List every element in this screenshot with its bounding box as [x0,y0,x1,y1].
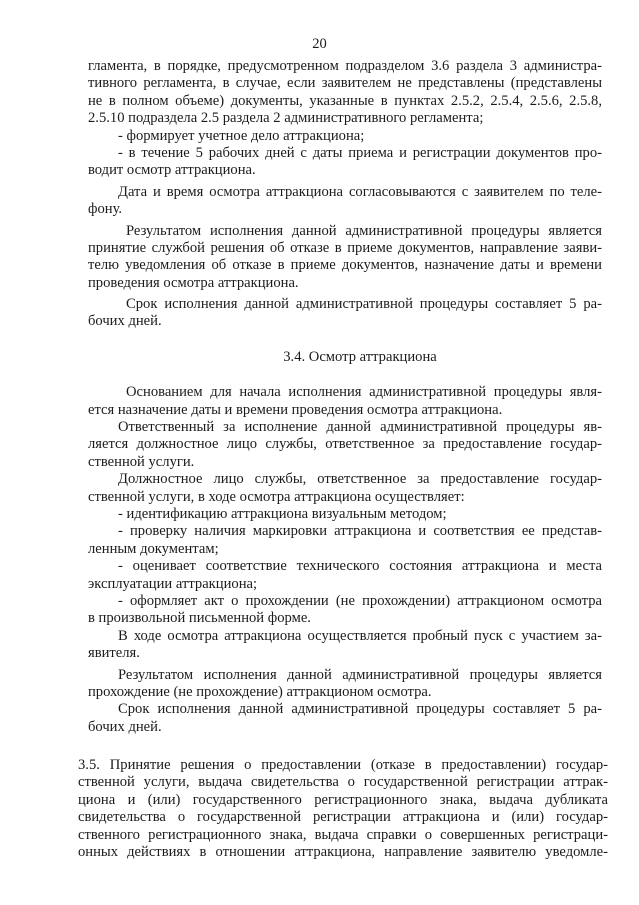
text-line: водит осмотр аттракциона. [88,162,256,179]
text-line: не в полном объеме) документы, указанные в пунктах 2.5.2, 2.5.4, 2.5.6, 2.5.8, [88,92,602,109]
text-line: принятие службой решения об отказе в приеме документов, направление заяви- [88,239,602,256]
text-line: свидетельства о государственной регистрации аттракциона и (или) государ- [78,809,608,826]
list-item-act [88,593,602,628]
paragraph-regulation-continued [88,58,602,128]
section-3-5-paragraph [78,757,608,861]
document-body [78,58,608,861]
page-number: 20 [312,36,327,52]
text-line: - в течение 5 рабочих дней с даты приема и регистрации документов про- [118,144,602,161]
text-line: 2.5.10 подраздела 2.5 раздела 2 административного регламента; [88,110,484,127]
section-heading-3-4: 3.4. Осмотр аттракциона [283,348,437,365]
list-item-identify: - идентификацию аттракциона визуальным методом; [118,505,447,522]
text-line: прохождение (не прохождение) аттракционом осмотра. [88,683,432,700]
text-line: фону. [88,201,123,218]
text-line: ется назначение даты и времени проведения осмотра аттракциона. [88,401,503,418]
list-item-marking [88,523,602,558]
text-line: онных действиях в отношении аттракциона, направление заявителю уведомле- [78,844,608,861]
text-line: тивного регламента, в случае, если заявителем не представлены (представлены [88,75,602,92]
list-item-account: - формирует учетное дело аттракциона; [118,127,365,144]
text-line: бочих дней. [88,718,162,735]
text-line: Должностное лицо службы, ответственное за предоставление государ- [118,471,602,488]
text-line: ленным документам; [88,540,219,557]
text-line: Срок исполнения данной административной процедуры составляет 5 ра- [126,296,602,313]
paragraph-term-second [88,701,602,736]
paragraph-term-first [88,296,602,331]
text-line: циона и (или) государственного регистрационного знака, выдача дубликата [78,791,608,808]
text-line: Ответственный за исполнение данной административной процедуры яв- [118,419,602,436]
text-line: - проверку наличия маркировки аттракциона и соответствия ее представ- [118,523,602,540]
text-line: ственного регистрационного знака, выдача справки о совершенных регистраци- [78,826,608,843]
text-line: проведения осмотра аттракциона. [88,274,299,291]
paragraph-basis [88,384,602,419]
text-line: в произвольной письменной форме. [88,610,311,627]
text-line: Основанием для начала исполнения административной процедуры явля- [126,384,602,401]
text-line: телю уведомления об отказе в приеме документов, назначение даты и времени [88,257,602,274]
paragraph-result-inspection [88,667,602,702]
text-line: явителя. [88,645,140,662]
text-line: 3.5. Принятие решения о предоставлении (отказе в предоставлении) государ- [78,757,608,774]
text-line: Результатом исполнения данной административной процедуры является [118,666,602,683]
text-line: Результатом исполнения данной административной процедуры является [126,222,602,239]
paragraph-responsible [88,419,602,471]
text-line: В ходе осмотра аттракциона осуществляется пробный пуск с участием за- [118,627,602,644]
paragraph-trial-run [88,628,602,663]
paragraph-result-refusal [88,223,602,293]
text-line: ственной услуги, в ходе осмотра аттракциона осуществляет: [88,488,465,505]
text-line: эксплуатации аттракциона; [88,575,258,592]
text-line: гламента, в порядке, предусмотренном подразделом 3.6 раздела 3 администра- [88,58,602,74]
list-item-inspection [88,145,602,180]
text-line: ственной услуги. [88,453,195,470]
paragraph-phone-agreement [88,184,602,219]
text-line: ственной услуги, выдача свидетельства о государственной регистрации аттрак- [78,774,608,791]
list-item-evaluate [88,558,602,593]
text-line: - оценивает соответствие технического состояния аттракциона и места [118,558,602,575]
text-line: Дата и время осмотра аттракциона согласовываются с заявителем по теле- [118,183,602,200]
text-line: - оформляет акт о прохождении (не прохождении) аттракционом осмотра [118,592,602,609]
text-line: Срок исполнения данной административной процедуры составляет 5 ра- [118,701,602,718]
paragraph-official-duties [88,471,602,506]
text-line: бочих дней. [88,313,162,330]
text-line: ляется должностное лицо службы, ответственное за предоставление государ- [88,436,602,453]
